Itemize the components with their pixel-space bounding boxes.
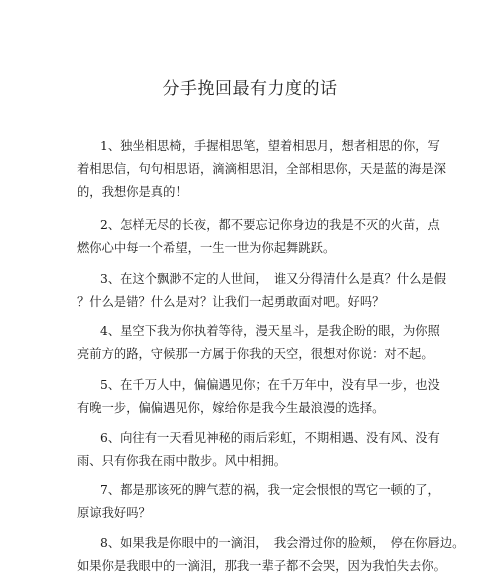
paragraph-line: 如果你是我眼中的一滴泪，那我一辈子都不会哭，因为我怕失去你。	[77, 559, 446, 573]
paragraph-line: 5、在千万人中，偏偏遇见你；在千万年中，没有早一步，也没	[100, 378, 440, 392]
paragraph-line: 雨、只有你我在雨中散步。风中相拥。	[77, 454, 287, 468]
paragraph-line: 着相思信，句句相思语，滴滴相思泪，全部相思你，天是蓝的海是深	[77, 162, 446, 176]
paragraph-line: 4、星空下我为你执着等待，漫天星斗，是我企盼的眼，为你照	[100, 324, 440, 338]
paragraph-line: 1、独坐相思椅，手握相思笔，望着相思月，想者相思的你，写	[100, 139, 440, 153]
paragraph-line: 2、怎样无尽的长夜，都不要忘记你身边的我是不灭的火苗，点	[100, 218, 440, 232]
page-title: 分手挽回最有力度的话	[162, 79, 338, 99]
paragraph-line: 7、都是那该死的脾气惹的祸，我一定会恨恨的骂它一顿的了，	[100, 483, 440, 497]
paragraph-line: 的，我想你是真的！	[77, 185, 188, 199]
paragraph-line: 3、在这个飘渺不定的人世间， 谁又分得清什么是真？什么是假	[100, 272, 446, 286]
paragraph-line: 6、向往有一天看见神秘的雨后彩虹，不期相遇、没有风、没有	[100, 431, 440, 445]
paragraph-line: 亮前方的路，守候那一方属于你我的天空，很想对你说：对不起。	[77, 347, 434, 361]
paragraph-line: 原谅我好吗？	[77, 506, 151, 520]
paragraph-line: 有晚一步，偏偏遇见你，嫁给你是我今生最浪漫的选择。	[77, 401, 385, 415]
paragraph-line: 8、如果我是你眼中的一滴泪， 我会滑过你的脸颊， 停在你唇边。	[100, 536, 465, 550]
paragraph-line: ？什么是错？什么是对？让我们一起勇敢面对吧。好吗？	[77, 295, 385, 309]
paragraph-line: 燃你心中每一个希望，一生一世为你起舞跳跃。	[77, 241, 336, 255]
